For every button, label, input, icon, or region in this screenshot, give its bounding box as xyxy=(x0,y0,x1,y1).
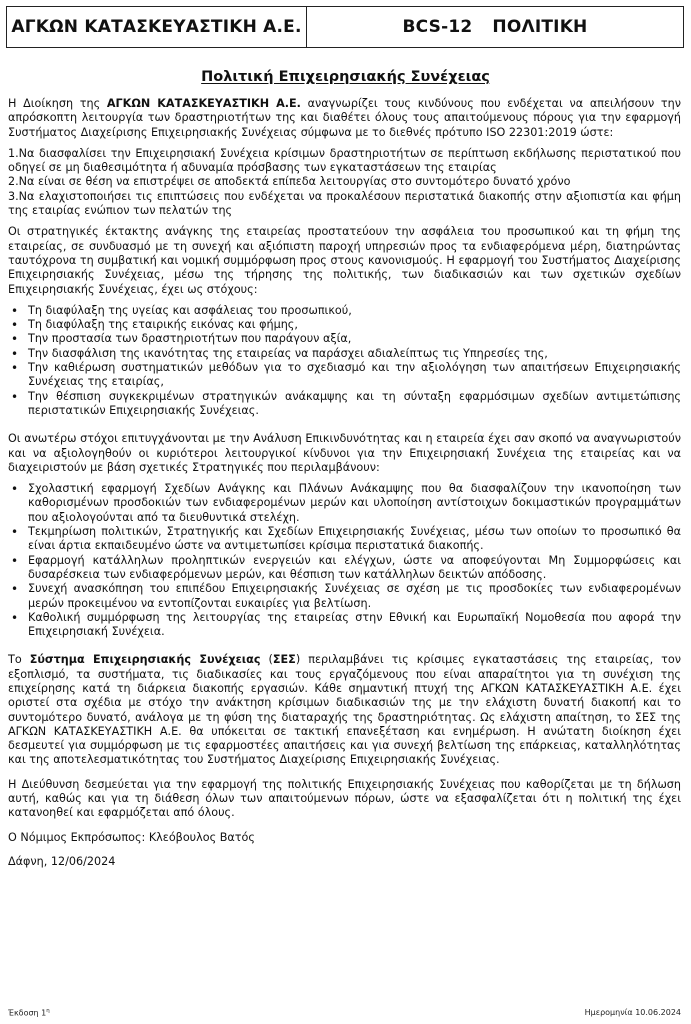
system-post: ) περιλαμβάνει τις κρίσιμες εγκαταστάσεις της εταιρείας, τον εξοπλισμό, τα συστήματα, τις διαδικασίες και τους εργαζόμενους που είναι απαραίτητοι για τη συνέχιση της επιχείρησης κατά τη διάρκεια διακοπής εργασιών. Κάθε σημαντική πτυχή της ΑΓΚΩΝ ΚΑΤΑΣΚΕΥΑΣΤΙΚΗ Α.Ε. έχει οριστεί στα σχέδια με στόχο την ανάκτηση κρίσιμων διαδικασιών της με την ελάχιστη δυνατή διακοπή και το συντομότερο δυνατό, ανάλογα με τη φύση της διαταραχής της δραστηριότητας. Ως ελάχιστη απαίτηση, το ΣΕΣ της ΑΓΚΩΝ ΚΑΤΑΣΚΕΥΑΣΤΙΚΗ Α.Ε. θα υπόκειται σε τακτική επανεξέταση και ενημέρωση. Η ανώτατη διοίκηση έχει δεσμευτεί για συμμόρφωση με τις εφαρμοστέες απαιτήσεις και για συνεχή βελτίωση της επάρκειας, καταλληλότητας και της αποτελεσματικότητας του Συστήματος Διαχείρισης Επιχειρησιακής Συνέχειας. xyxy=(8,653,681,767)
commitment-paragraph: Η Διεύθυνση δεσμεύεται για την εφαρμογή της πολιτικής Επιχειρησιακής Συνέχειας που καθορίζεται με τη δήλωση αυτή, καθώς και για τη διάθεση όλων των απαιτούμενων πόρων, ώστε να εξασφαλίζεται ότι η πολιτική της έχει κατανοηθεί και εφαρμόζεται από όλους. xyxy=(8,777,681,820)
document-category: ΠΟΛΙΤΙΚΗ xyxy=(492,17,588,37)
header-company: ΑΓΚΩΝ ΚΑΤΑΣΚΕΥΑΣΤΙΚΗ Α.Ε. xyxy=(7,7,307,47)
analysis-paragraph: Οι ανωτέρω στόχοι επιτυγχάνονται με την Ανάλυση Επικινδυνότητας και η εταιρεία έχει σαν σκοπό να αναγνωριστούν και να αξιολογηθούν οι κυριότεροι λειτουργικοί κίνδυνοι για την Επιχειρησιακή Συνέχεια της εταιρείας και να διαχειριστούν με βάση σχετικές Στρατηγικές που περιλαμβάνουν: xyxy=(8,432,681,474)
system-abbr: ΣΕΣ xyxy=(272,653,296,667)
intro-pre: Η Διοίκηση της xyxy=(8,97,107,110)
goal-item: • Την προστασία των δραστηριοτήτων που παράγουν αξία, xyxy=(28,332,681,346)
strategy-item: • Καθολική συμμόρφωση της λειτουργίας της εταιρείας στην Εθνική και Ευρωπαϊκή Νομοθεσία που αφορά την Επιχειρησιακή Συνέχεια. xyxy=(28,611,681,640)
objective-item: 3.Να ελαχιστοποιήσει τις επιπτώσεις που ενδέχεται να προκαλέσουν περιστατικά διακοπής στην αξιοπιστία και φήμη της εταιρίας ενώπιον των πελατών της xyxy=(8,189,681,218)
page-footer xyxy=(8,1008,681,1022)
goal-item: • Τη διαφύλαξη της υγείας και ασφάλειας του προσωπικού, xyxy=(28,304,681,318)
footer-version xyxy=(8,1008,50,1018)
intro-company: ΑΓΚΩΝ ΚΑΤΑΣΚΕΥΑΣΤΙΚΗ Α.Ε. xyxy=(106,97,301,110)
goal-item: • Την καθιέρωση συστηματικών μεθόδων για το σχεδιασμό και την αξιολόγηση των απαιτήσεων Επιχειρησιακής Συνέχειας της εταιρίας, xyxy=(28,361,681,390)
goals-list xyxy=(8,304,681,418)
intro-paragraph xyxy=(8,97,681,140)
footer-version-sup: η xyxy=(46,1008,50,1014)
page-title-text: Πολιτική Επιχειρησιακής Συνέχειας xyxy=(201,69,490,85)
objective-item: 1.Να διασφαλίσει την Επιχειρησιακή Συνέχεια κρίσιμων δραστηριοτήτων σε περίπτωση εκδήλωσης περιστατικού που οδηγεί σε μη διαθεσιμότητα ή αδυναμία πρόσβασης των εγκαταστάσεων της εταιρίας xyxy=(8,146,681,175)
system-term: Σύστημα Επιχειρησιακής Συνέχειας xyxy=(29,653,261,667)
footer-version-text: Έκδοση 1 xyxy=(8,1008,47,1018)
strategy-item: • Συνεχή ανασκόπηση του επιπέδου Επιχειρησιακής Συνέχειας σε σχέση με τις προσδοκίες των ενδιαφερομένων μερών προκειμένου να εντοπίζονται ευκαιρίες για βελτίωση. xyxy=(28,582,681,611)
place-date-line: Δάφνη, 12/06/2024 xyxy=(8,854,116,868)
document-header xyxy=(6,6,684,48)
strategies-list xyxy=(8,482,681,639)
goal-item: • Την διασφάλιση της ικανότητας της εταιρείας να παράσχει αδιαλείπτως τις Υπηρεσίες της, xyxy=(28,347,681,361)
system-mid: ( xyxy=(260,653,273,667)
document-code: BCS-12 xyxy=(402,17,473,37)
representative-line: Ο Νόμιμος Εκπρόσωπος: Κλεόβουλος Βατός xyxy=(8,830,255,844)
intro-post: αναγνωρίζει τους κινδύνους που ενδέχεται να απειλήσουν την απρόσκοπτη λειτουργία των δραστηριοτήτων της και διαθέτει όλους τους απαιτούμενους πόρους για την εφαρμογή Συστήματος Διαχείρισης Επιχειρησιακής Συνέχειας σύμφωνα με το διεθνές πρότυπο ISO 22301:2019 ώστε: xyxy=(8,97,681,139)
system-paragraph xyxy=(8,653,681,767)
strategy-item: • Τεκμηρίωση πολιτικών, Στρατηγικής και Σχεδίων Επιχειρησιακής Συνέχειας, μέσω των οποίων το προσωπικό θα είναι άρτια εκπαιδευμένο ώστε να αντιμετωπίσει κρίσιμα περιστατικά διακοπής. xyxy=(28,525,681,554)
objective-item: 2.Να είναι σε θέση να επιστρέψει σε αποδεκτά επίπεδα λειτουργίας στο συντομότερο δυνατό χρόνο xyxy=(8,175,571,189)
goal-item: • Την θέσπιση συγκεκριμένων στρατηγικών ανάκαμψης και τη σύνταξη εφαρμόσιμων σχεδίων αντιμετώπισης περιστατικών Επιχειρησιακής Συνέχειας. xyxy=(28,390,681,419)
footer-date: Ημερομηνία 10.06.2024 xyxy=(584,1008,681,1017)
strategy-item: • Εφαρμογή κατάλληλων προληπτικών ενεργειών και ελέγχων, ώστε να αποφεύγονται Μη Συμμορφώσεις και δυσαρέσκεια των ενδιαφερόμενων μερών, και θέσπιση των κατάλληλων δεικτών απόδοσης. xyxy=(28,554,681,583)
strategy-item: • Σχολαστική εφαρμογή Σχεδίων Ανάγκης και Πλάνων Ανάκαμψης που θα διασφαλίζουν την ικανοποίηση των καθορισμένων προσδοκιών των ενδιαφερομένων μερών και υλοποίηση αντίστοιχων δοκιμαστικών προγραμμάτων που αξιολογούνται από τα διευθυντικά στελέχη. xyxy=(28,482,681,525)
header-meta xyxy=(307,7,683,47)
document-body xyxy=(8,97,681,876)
strategy-paragraph: Οι στρατηγικές έκτακτης ανάγκης της εταιρείας προστατεύουν την ασφάλεια του προσωπικού και τη φήμη της εταιρείας, σε συνδυασμό με τη συνεχή και αξιόπιστη παροχή υπηρεσιών προς τα ενδιαφερόμενα μέρη, διατηρώντας ταυτόχρονα τη συμβατική και νομική συμμόρφωση προς στους κανονισμούς. Η εφαρμογή του Συστήματος Διαχείρισης Επιχειρησιακής Συνέχειας, μέσω της τήρησης της πολιτικής, των διαδικασιών και των σχετικών σχεδίων Επιχειρησιακής Συνέχειας, έχει ως στόχους: xyxy=(8,225,681,296)
system-pre: Το xyxy=(8,653,30,667)
objectives-list xyxy=(8,147,681,218)
page-title xyxy=(0,69,691,85)
goal-item: • Τη διαφύλαξη της εταιρικής εικόνας και φήμης, xyxy=(28,318,681,332)
